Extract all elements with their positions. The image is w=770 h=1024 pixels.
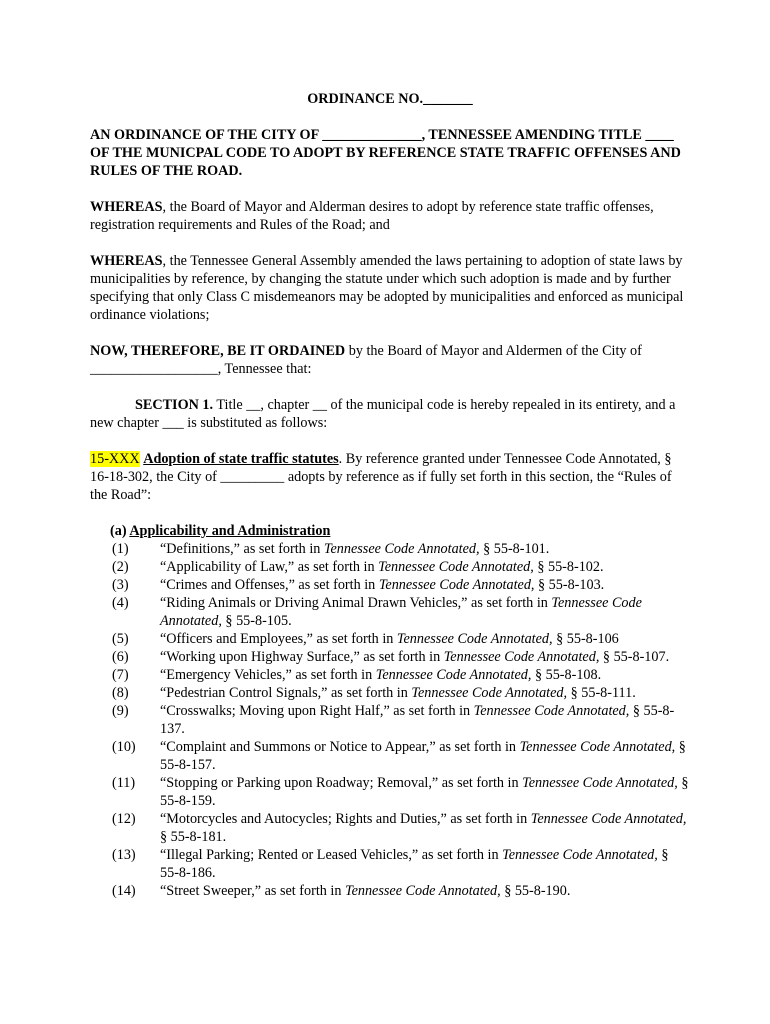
list-item-citation: Tennessee Code Annotated, [443,649,600,665]
list-item [90,540,690,558]
subsection-heading [90,522,690,540]
list-item-number: (13) [112,847,136,863]
list-item-title: “Street Sweeper,” as set forth in [160,883,345,899]
list-item-title: “Crimes and Offenses,” as set forth in [160,577,379,593]
list-item [90,846,690,882]
whereas-paragraph-2 [90,252,690,324]
whereas-text: , the Board of Mayor and Alderman desires to adopt by reference state traffic offenses, registration requirements and Rules of the Road; and [90,199,654,233]
list-item-text [160,882,690,900]
list-item-number: (14) [112,883,136,899]
list-item-text [160,576,690,594]
ordinance-heading: AN ORDINANCE OF THE CITY OF ______________, TENNESSEE AMENDING TITLE ____ OF THE MUNICPAL CODE TO ADOPT BY REFERENCE STATE TRAFFIC OFFENSES AND RULES OF THE ROAD. [90,127,681,179]
list-item-citation: Tennessee Code Annotated, [375,667,532,683]
ordinance-number: ORDINANCE NO._______ [307,91,473,107]
list-item [90,774,690,810]
whereas-paragraph-1 [90,198,690,234]
list-item-text [160,558,690,576]
list-item-section: § 55-8-111. [567,685,636,701]
list-item-number: (8) [112,685,129,701]
section-1-paragraph [90,396,690,432]
list-item-number: (12) [112,811,136,827]
list-item-title: “Complaint and Summons or Notice to Appear,” as set forth in [160,739,520,755]
list-item-text [160,648,690,666]
list-item-title: “Pedestrian Control Signals,” as set forth in [160,685,412,701]
list-item-title: “Emergency Vehicles,” as set forth in [160,667,376,683]
list-item [90,648,690,666]
list-item-title: “Applicability of Law,” as set forth in [160,559,379,575]
list-item-citation: Tennessee Code Annotated, [323,541,480,557]
list-item-text [160,594,690,630]
list-item-title: “Officers and Employees,” as set forth in [160,631,397,647]
list-item-citation: Tennessee Code Annotated, [530,811,687,827]
list-item-title: “Crosswalks; Moving upon Right Half,” as set forth in [160,703,474,719]
list-item-number: (3) [112,577,129,593]
list-item-citation: Tennessee Code Annotated, [473,703,630,719]
document-page [90,90,690,900]
list-item-number: (10) [112,739,136,755]
list-item [90,684,690,702]
whereas-text: , the Tennessee General Assembly amended the laws pertaining to adoption of state laws by municipalities by reference, by changing the statute under which such adoption is made and by further specifying that only Class C misdemeanors may be adopted by municipalities and enforced as municipal ordinance violations; [90,253,684,323]
list-item-number: (5) [112,631,129,647]
list-item-section: § 55-8-105. [221,613,292,629]
list-item-section: § 55-8-106 [552,631,619,647]
list-item [90,558,690,576]
list-item-citation: Tennessee Code Annotated, [344,883,501,899]
list-item-section: § 55-8-157. [160,739,686,773]
list-item-section: § 55-8-181. [160,829,227,845]
list-item [90,630,690,648]
list-item-title: “Stopping or Parking upon Roadway; Removal,” as set forth in [160,775,523,791]
list-item-number: (1) [112,541,129,557]
whereas-lead: WHEREAS [90,253,163,269]
list-item-section: § 55-8-101. [479,541,550,557]
list-item-title: “Working upon Highway Surface,” as set forth in [160,649,444,665]
list-item-text [160,630,690,648]
list-item-text [160,702,690,738]
list-item [90,810,690,846]
section-title: Adoption of state traffic statutes [143,451,339,467]
list-item-text [160,810,690,846]
list-item-number: (11) [112,775,136,791]
list-item-section: § 55-8-108. [531,667,602,683]
list-item-citation: Tennessee Code Annotated, [378,577,535,593]
list-item-number: (7) [112,667,129,683]
list-item-text [160,684,690,702]
list-item-number: (4) [112,595,129,611]
list-item-number: (9) [112,703,129,719]
list-item [90,738,690,774]
section-15-xxx-paragraph [90,450,690,504]
list-item-citation: Tennessee Code Annotated, [519,739,676,755]
list-item-text [160,774,690,810]
list-item-section: § 55-8-159. [160,775,689,809]
list-item [90,576,690,594]
list-item-section: § 55-8-107. [599,649,670,665]
list-item-text [160,666,690,684]
list-item-text [160,738,690,774]
list-item-citation: Tennessee Code Annotated, [522,775,678,791]
section-text: . By reference granted under Tennessee Code Annotated, § 16-18-302, the City of _________ adopts by reference as if fully set forth in this section, the “Rules of the Road”: [90,451,672,503]
subsection-label: (a) [110,523,127,539]
list-item-citation: Tennessee Code Annotated, [396,631,553,647]
subsection-title: Applicability and Administration [129,523,331,539]
list-item [90,594,690,630]
list-item-title: “Definitions,” as set forth in [160,541,324,557]
list-item-title: “Illegal Parking; Rented or Leased Vehicles,” as set forth in [160,847,503,863]
ordained-lead: NOW, THEREFORE, BE IT ORDAINED [90,343,346,359]
list-item-section: § 55-8-137. [160,703,675,737]
rules-list [90,540,690,900]
list-item-citation: Tennessee Code Annotated, [160,595,642,629]
list-item-section: § 55-8-190. [500,883,571,899]
section-number-highlight: 15-XXX [90,451,140,467]
list-item [90,702,690,738]
list-item-title: “Motorcycles and Autocycles; Rights and Duties,” as set forth in [160,811,531,827]
whereas-lead: WHEREAS [90,199,163,215]
ordained-paragraph [90,342,690,378]
section-1-lead: SECTION 1. [135,397,214,413]
list-item-citation: Tennessee Code Annotated, [378,559,534,575]
ordained-text: by the Board of Mayor and Aldermen of the City of __________________, Tennessee that: [90,343,642,377]
list-item-citation: Tennessee Code Annotated, [502,847,658,863]
list-item-section: § 55-8-186. [160,847,669,881]
list-item-section: § 55-8-102. [533,559,604,575]
list-item-citation: Tennessee Code Annotated, [411,685,568,701]
list-item-number: (2) [112,559,129,575]
list-item [90,882,690,900]
list-item-text [160,846,690,882]
list-item-number: (6) [112,649,129,665]
list-item-section: § 55-8-103. [534,577,605,593]
list-item [90,666,690,684]
list-item-text [160,540,690,558]
list-item-title: “Riding Animals or Driving Animal Drawn Vehicles,” as set forth in [160,595,552,611]
section-1-text: Title __, chapter __ of the municipal code is hereby repealed in its entirety, and a new chapter ___ is substituted as follows: [90,397,676,431]
